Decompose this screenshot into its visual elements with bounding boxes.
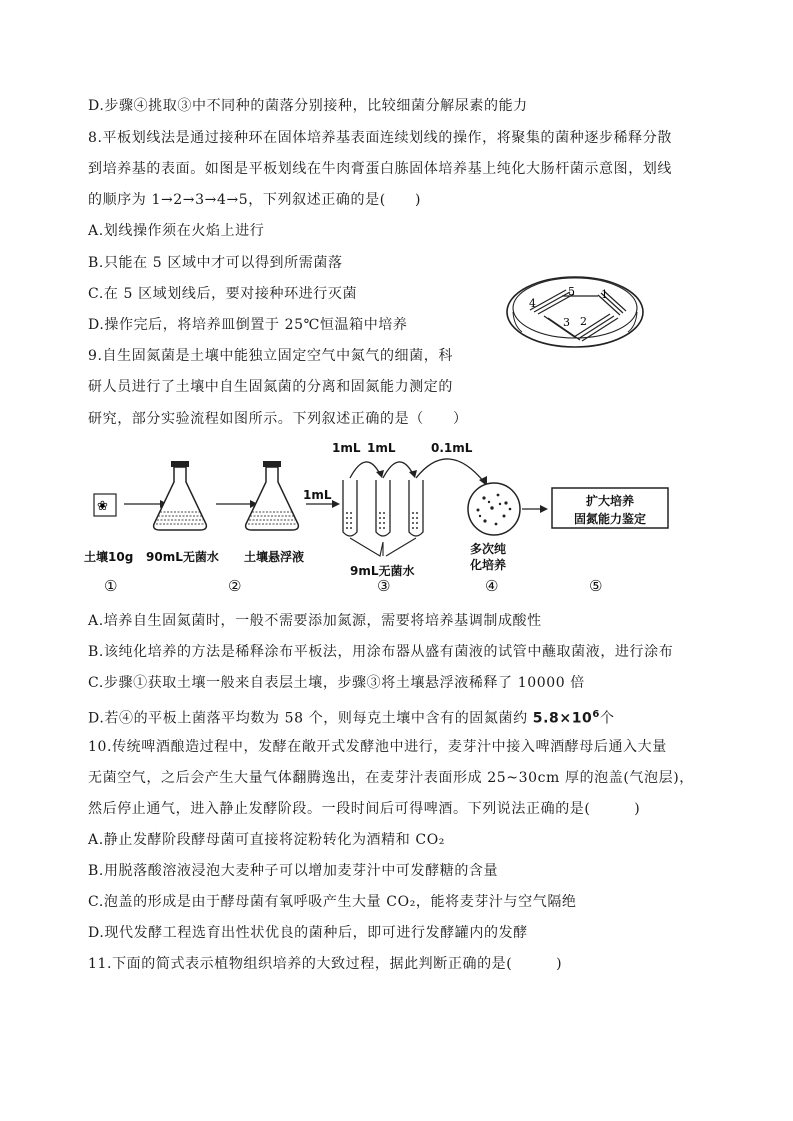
transfer-label-flask: 1mL: [303, 488, 332, 502]
q9-stem-line2: 研人员进行了土壤中自生固氮菌的分离和固氮能力测定的: [88, 379, 453, 395]
q9-option-a: A.培养自生固氮菌时，一般不需要添加氮源，需要将培养基调制成酸性: [88, 613, 542, 629]
q9-option-d-unit: 个: [599, 710, 615, 727]
q10-option-d: D.现代发酵工程选育出性状优良的菌种后，即可进行发酵罐内的发酵: [88, 925, 528, 941]
q8-stem-line1: 8.平板划线法是通过接种环在固体培养基表面连续划线的操作，将聚集的菌种逐步稀释分散: [88, 130, 672, 146]
q9-stem-line3: 研究，部分实验流程如图所示。下列叙述正确的是（ ）: [88, 411, 468, 427]
q8-stem-line3: 的顺序为 1→2→3→4→5，下列叙述正确的是( ): [88, 192, 422, 208]
q9-option-c: C.步骤①获取土壤一般来自表层土壤，步骤③将土壤悬浮液稀释了 10000 倍: [88, 675, 585, 691]
q10-option-a: A.静止发酵阶段酵母菌可直接将淀粉转化为酒精和 CO₂: [88, 832, 446, 848]
transfer-label-01: 0.1mL: [431, 441, 473, 455]
q10-stem-line2: 无菌空气，之后会产生大量气体翻腾逸出，在麦芽汁表面形成 25~30cm 厚的泡盖(气泡层)，: [88, 770, 694, 786]
q7-option-d: D.步骤④挑取③中不同种的菌落分别接种，比较细菌分解尿素的能力: [88, 98, 528, 114]
step-5: ⑤: [589, 577, 603, 595]
q11-stem: 11.下面的简式表示植物组织培养的大致过程，据此判断正确的是( ): [88, 956, 563, 972]
dish-label-4: 4: [529, 297, 536, 310]
q10-stem-line1: 10.传统啤酒酿造过程中，发酵在敞开式发酵池中进行，麦芽汁中接入啤酒酵母后通入大量: [88, 739, 667, 755]
step-4: ④: [485, 577, 499, 595]
transfer-label-2: 1mL: [367, 441, 396, 455]
q8-stem-line2: 到培养基的表面。如图是平板划线在牛肉膏蛋白胨固体培养基上纯化大肠杆菌示意图，划线: [88, 161, 672, 177]
streak-plate-figure: [500, 268, 650, 358]
label-soil: 土壤10g: [84, 550, 134, 564]
svg-text:❀: ❀: [97, 499, 108, 514]
q9-option-d-exponent: 6: [592, 709, 600, 720]
step-2: ②: [228, 577, 242, 595]
q9-option-d-text: D.若④的平板上菌落平均数为 58 个，则每克土壤中含有的固氮菌约: [88, 710, 528, 727]
step-1: ①: [104, 577, 118, 595]
label-90ml-water: 90mL无菌水: [146, 550, 219, 564]
q9-stem-line1: 9.自生固氮菌是土壤中能独立固定空气中氮气的细菌，科: [88, 348, 453, 364]
q9-option-d-value: 5.8×10: [532, 710, 593, 727]
label-purify-1: 多次纯: [470, 542, 507, 556]
q10-stem-line3: 然后停止通气，进入静止发酵阶段。一段时间后可得啤酒。下列说法正确的是( ): [88, 801, 641, 817]
q8-option-d: D.操作完后，将培养皿倒置于 25℃恒温箱中培养: [88, 317, 408, 333]
step-3: ③: [377, 577, 391, 595]
label-purify-2: 化培养: [470, 558, 507, 572]
q8-option-a: A.划线操作须在火焰上进行: [88, 223, 265, 239]
box-label-fixation: 固氮能力鉴定: [573, 512, 646, 526]
box-label-expand: 扩大培养: [585, 494, 634, 508]
label-9ml-water: 9mL无菌水: [350, 564, 415, 578]
label-suspension: 土壤悬浮液: [244, 550, 305, 564]
q10-option-b: B.用脱落酸溶液浸泡大麦种子可以增加麦芽汁中可发酵糖的含量: [88, 863, 499, 879]
q9-option-d: [88, 705, 615, 729]
q10-option-c: C.泡盖的形成是由于酵母菌有氧呼吸产生大量 CO₂，能将麦芽汁与空气隔绝: [88, 894, 577, 910]
dish-label-3: 3: [563, 316, 570, 329]
dish-label-5: 5: [568, 285, 575, 298]
transfer-label-1: 1mL: [332, 441, 361, 455]
q8-option-b: B.只能在 5 区域中才可以得到所需菌落: [88, 255, 343, 271]
dish-label-2: 2: [580, 315, 587, 328]
q8-option-c: C.在 5 区域划线后，要对接种环进行灭菌: [88, 286, 358, 302]
dish-label-1: 1: [601, 288, 608, 301]
q9-option-b: B.该纯化培养的方法是稀释涂布平板法，用涂布器从盛有菌液的试管中蘸取菌液，进行涂布: [88, 644, 674, 660]
